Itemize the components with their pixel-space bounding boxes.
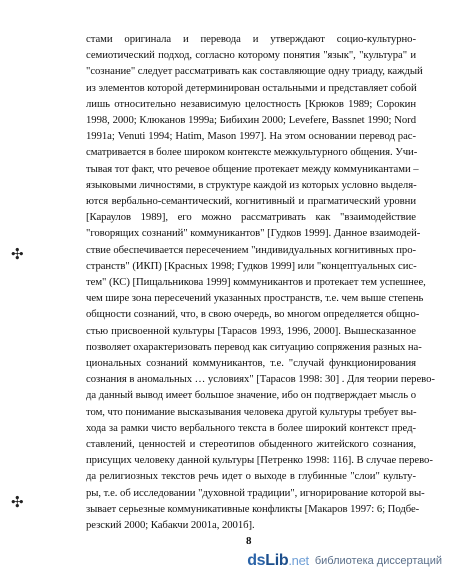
text-line: присущих человеку данной культуры [Петренко 1998: 116]. В случае перево- xyxy=(86,454,433,467)
text-line: [Караулов 1989], его можно рассматривать как "взаимодействие xyxy=(86,211,416,224)
text-line: том, что понимание высказывания человека другой культуры требует вы- xyxy=(86,405,417,418)
text-line: ются вербально-семантический, когнитивный и прагматический уровни xyxy=(86,195,416,208)
text-line: хода за рамки чисто вербального текста в более широкий контекст пред- xyxy=(86,421,416,434)
text-line: позволяет охарактеризовать перевод как ситуацию сопряжения разных на- xyxy=(86,340,422,353)
text-line: циональных сознаний коммуникантов, т.е. "случай функционирования xyxy=(86,357,416,370)
text-line: семиотический подход, согласно которому понятия "язык", "культура" и xyxy=(86,49,416,62)
text-line: резский 2000; Кабакчи 2001а, 2001б]. xyxy=(86,519,255,532)
text-line: тывая тот факт, что речевое общение протекает между коммуникантами – xyxy=(86,162,419,175)
margin-mark-icon: ✣ xyxy=(11,245,24,263)
text-line: лишь относительно независимую целостность [Крюков 1989; Сорокин xyxy=(86,97,416,110)
body-text xyxy=(86,31,435,533)
text-line: стью присвоенной культуры [Тарасов 1993, 1996, 2000]. Вышесказанное xyxy=(86,324,416,337)
text-line: да религиозных текстов речь идет о выходе в глубинные "слои" культу- xyxy=(86,470,416,483)
text-line: "говорящих сознаний" коммуникантов" [Гудков 1999]. Данное взаимодей- xyxy=(86,227,421,240)
text-line: чем шире зона пересечений указанных пространств, т.е. чем выше степень xyxy=(86,292,424,305)
text-line: ры, т.е. об исследовании "духовной традиции", игнорирование которой вы- xyxy=(86,486,425,499)
text-line: сматривается в более широком контексте межкультурного общения. Учи- xyxy=(86,146,418,159)
text-line: "сознание" следует рассматривать как составляющие одну триаду, каждый xyxy=(86,65,423,78)
text-line: из элементов которой детерминирован остальными и представляет собой xyxy=(86,81,417,94)
margin-mark-icon: ✣ xyxy=(11,493,24,511)
text-line: 1998, 2000; Клюканов 1999а; Бибихин 2000; Levefere, Bassnet 1990; Nord xyxy=(86,114,416,127)
text-line: да данный вывод имеет большое значение, ибо он подтверждает мысль о xyxy=(86,389,416,402)
text-line: ствие обеспечивается пересечением "индивидуальных когнитивных про- xyxy=(86,243,416,256)
text-line: 1991а; Venuti 1994; Hatim, Mason 1997]. На этом основании перевод рас- xyxy=(86,130,416,143)
text-line: ставлений, ценностей и стереотипов обыденного житейского сознания, xyxy=(86,438,416,451)
text-line: странств" (ИКП) [Красных 1998; Гудков 1999] или "концептуальных сис- xyxy=(86,259,417,272)
text-line: языковыми личностями, в структуре каждой из которых условно выделя- xyxy=(86,178,417,191)
watermark-subtitle: библиотека диссертаций xyxy=(314,555,442,567)
text-line: сознания в аномальных … условиях" [Тарасов 1998: 30] . Для теории перево- xyxy=(86,373,435,386)
page-number: 8 xyxy=(246,535,252,547)
text-line: общности сознаний, что, в свою очередь, во многом определяется общно- xyxy=(86,308,420,321)
watermark-logo: dsLib.net xyxy=(247,552,309,569)
text-line: стами оригинала и перевода и утверждают социо-культурно- xyxy=(86,33,416,45)
text-line: зывает серьезные коммуникативные конфликты [Макаров 1997: 6; Подбе- xyxy=(86,502,420,515)
text-line: тем" (КС) [Пищальникова 1999] коммуникантов и протекает тем успешнее, xyxy=(86,276,426,289)
watermark xyxy=(247,552,442,570)
